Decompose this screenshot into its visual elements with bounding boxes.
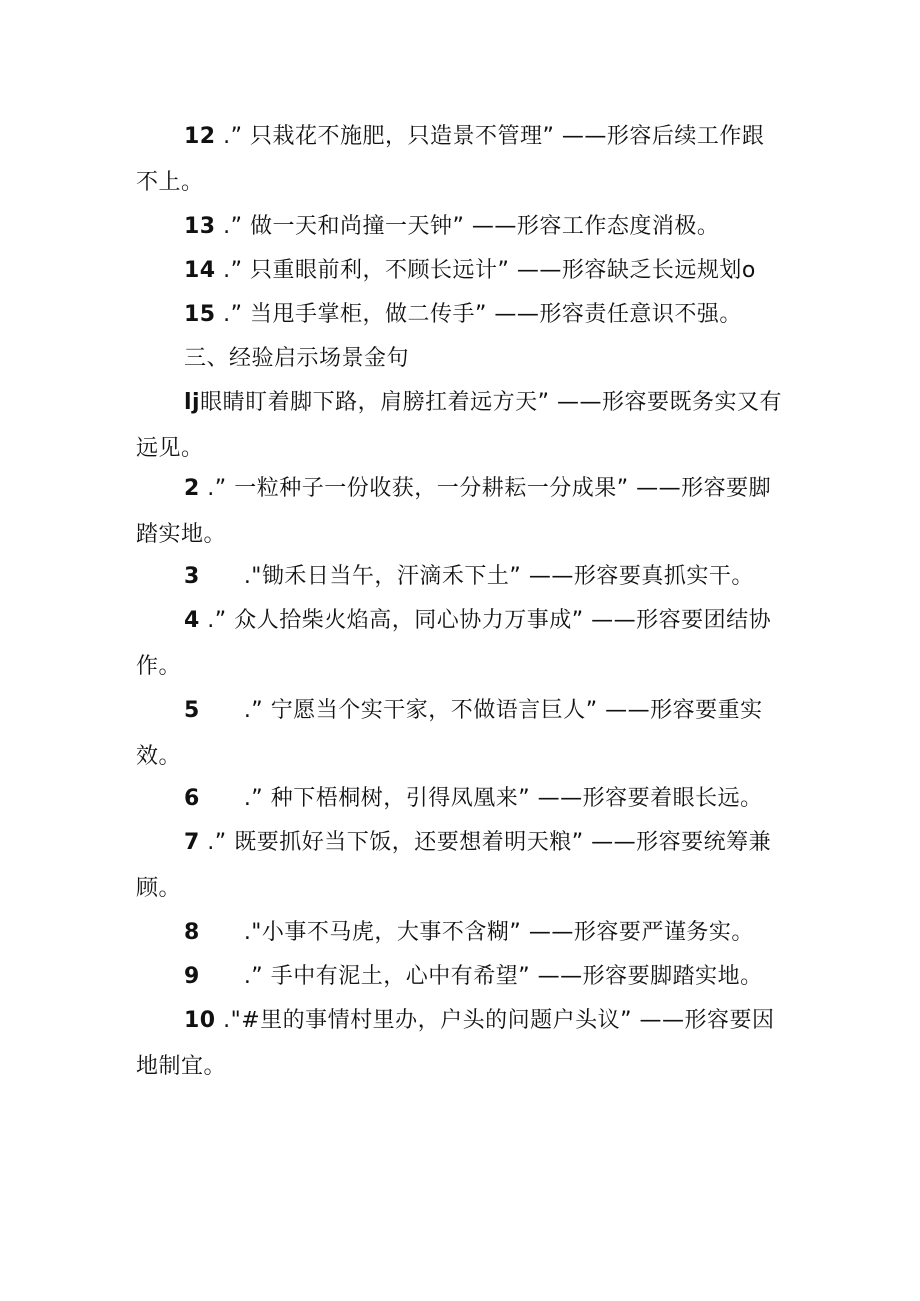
- item-number: 10: [184, 1008, 216, 1033]
- item-text: .” 种下梧桐树，引得凤凰来” ——形容要着眼长远。: [243, 786, 763, 811]
- list-item: [136, 114, 796, 206]
- item-number: 3: [184, 564, 200, 589]
- item-number: 6: [184, 786, 200, 811]
- item-number: 12: [184, 124, 216, 149]
- list-item: [136, 688, 796, 780]
- list-item: [136, 954, 796, 1000]
- item-text: ."小事不马虎，大事不含糊” ——形容要严谨务实。: [243, 920, 754, 945]
- list-item: [136, 466, 796, 558]
- list-item: [136, 598, 796, 690]
- section-heading-text: 三、经验启示场景金句: [184, 346, 410, 371]
- list-item: [136, 554, 796, 600]
- item-number: 7: [184, 830, 200, 855]
- item-text-continued: 顾。: [136, 876, 182, 901]
- item-number: 4: [184, 608, 200, 633]
- item-number: 15: [184, 302, 216, 327]
- list-item: [136, 204, 796, 250]
- item-text: .” 既要抓好当下饭，还要想着明天粮” ——形容要统筹兼: [199, 830, 772, 855]
- item-text-continued: 远见。: [136, 436, 204, 461]
- item-text: ."#里的事情村里办，户头的问题户头议” ——形容要因: [215, 1008, 775, 1033]
- item-text: ."锄禾日当午，汗滴禾下土” ——形容要真抓实干。: [243, 564, 754, 589]
- item-number: lj: [184, 390, 201, 415]
- list-item: [136, 820, 796, 912]
- item-text: .” 宁愿当个实干家，不做语言巨人” ——形容要重实: [243, 698, 763, 723]
- list-item: [136, 776, 796, 822]
- item-number: 14: [184, 258, 216, 283]
- section-heading: [136, 336, 796, 382]
- item-text: .” 一粒种子一份收获，一分耕耘一分成果” ——形容要脚: [199, 476, 772, 501]
- list-item: [136, 998, 796, 1090]
- list-item: [136, 248, 796, 294]
- list-item: [136, 380, 796, 472]
- list-item: [136, 292, 796, 338]
- item-text: .” 只栽花不施肥，只造景不管理” ——形容后续工作跟: [215, 124, 765, 149]
- item-number: 5: [184, 698, 200, 723]
- list-item: [136, 910, 796, 956]
- item-text-continued: 效。: [136, 744, 182, 769]
- item-number: 13: [184, 214, 216, 239]
- item-text: .” 做一天和尚撞一天钟” ——形容工作态度消极。: [215, 214, 720, 239]
- item-text-continued: 不上。: [136, 170, 204, 195]
- item-text: .” 众人拾柴火焰高，同心协力万事成” ——形容要团结协: [199, 608, 772, 633]
- item-number: 8: [184, 920, 200, 945]
- item-number: 9: [184, 964, 200, 989]
- item-text: .” 只重眼前利，不顾长远计” ——形容缺乏长远规划o: [215, 258, 756, 283]
- item-text-continued: 作。: [136, 654, 182, 679]
- item-text: .” 当甩手掌柜，做二传手” ——形容责任意识不强。: [215, 302, 742, 327]
- item-text-continued: 地制宜。: [136, 1054, 227, 1079]
- item-text: 眼睛盯着脚下路，肩膀扛着远方天” ——形容要既务实又有: [200, 390, 782, 415]
- item-text: .” 手中有泥土，心中有希望” ——形容要脚踏实地。: [243, 964, 763, 989]
- item-number: 2: [184, 476, 200, 501]
- item-text-continued: 踏实地。: [136, 522, 227, 547]
